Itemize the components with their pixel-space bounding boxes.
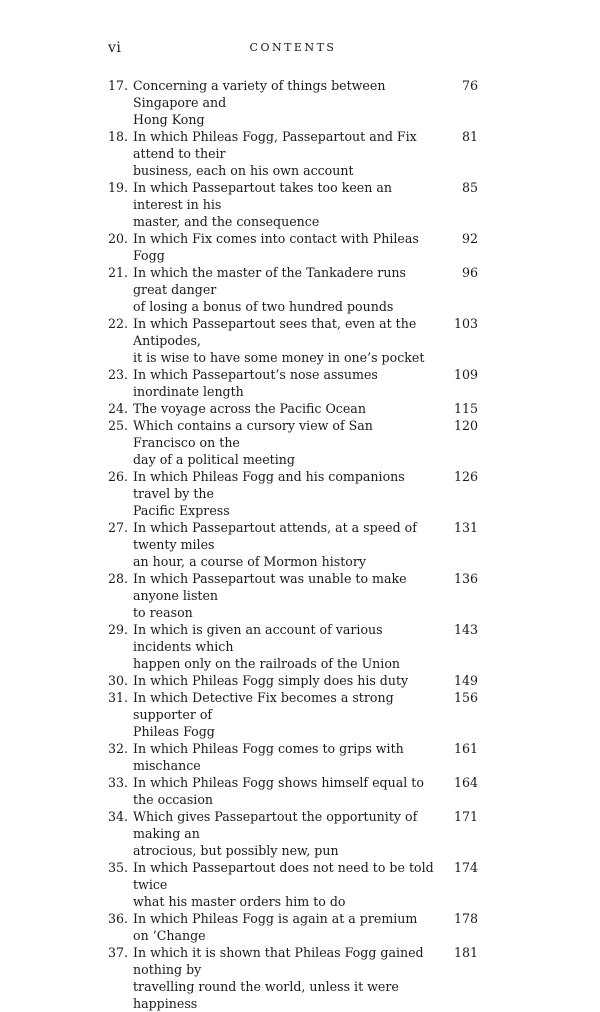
chapter-title-line: day of a political meeting bbox=[133, 452, 295, 467]
chapter-title-line: The voyage across the Pacific Ocean bbox=[133, 401, 366, 416]
chapter-title bbox=[133, 740, 450, 774]
chapter-title-line: In which the master of the Tankadere runs great danger bbox=[133, 265, 407, 297]
chapter-title bbox=[133, 315, 450, 366]
chapter-number: 35. bbox=[108, 860, 129, 875]
page-header bbox=[108, 40, 478, 60]
toc-entry bbox=[108, 264, 478, 315]
chapter-title bbox=[133, 179, 450, 230]
page-folio: vi bbox=[108, 40, 122, 56]
chapter-title bbox=[133, 417, 450, 468]
chapter-title-line: master, and the consequence bbox=[133, 214, 320, 229]
page-number: 174 bbox=[453, 860, 478, 875]
page-number: 164 bbox=[453, 775, 478, 790]
running-head: CONTENTS bbox=[249, 41, 337, 54]
chapter-title bbox=[133, 264, 450, 315]
chapter-title-line: In which Passepartout does not need to be told twice bbox=[133, 860, 434, 892]
chapter-title-line: In which Phileas Fogg is again at a premium on ’Change bbox=[133, 911, 418, 943]
chapter-number: 20. bbox=[108, 231, 129, 246]
toc-entry bbox=[108, 179, 478, 230]
chapter-title bbox=[133, 468, 450, 519]
chapter-number: 19. bbox=[108, 180, 129, 195]
page-number: 171 bbox=[453, 809, 478, 824]
page-number: 96 bbox=[461, 265, 478, 280]
chapter-number: 32. bbox=[108, 741, 129, 756]
toc-entry bbox=[108, 468, 478, 519]
page-number: 115 bbox=[453, 401, 478, 416]
chapter-title bbox=[133, 859, 450, 910]
chapter-title-line: it is wise to have some money in one’s pocket bbox=[133, 350, 425, 365]
toc-entry bbox=[108, 808, 478, 859]
table-of-contents bbox=[108, 77, 478, 1012]
chapter-title-line: Hong Kong bbox=[133, 112, 205, 127]
chapter-title-line: In which Passepartout takes too keen an interest in his bbox=[133, 180, 392, 212]
chapter-title-line: travelling round the world, unless it were happiness bbox=[133, 979, 399, 1011]
chapter-number: 34. bbox=[108, 809, 129, 824]
chapter-title-line: In which it is shown that Phileas Fogg gained nothing by bbox=[133, 945, 424, 977]
chapter-title bbox=[133, 570, 450, 621]
chapter-title-line: In which Passepartout was unable to make anyone listen bbox=[133, 571, 407, 603]
chapter-title-line: In which Phileas Fogg and his companions travel by the bbox=[133, 469, 405, 501]
chapter-number: 22. bbox=[108, 316, 129, 331]
chapter-title bbox=[133, 774, 450, 808]
chapter-title-line: In which Passepartout attends, at a speed of twenty miles bbox=[133, 520, 417, 552]
page-number: 181 bbox=[453, 945, 478, 960]
chapter-number: 30. bbox=[108, 673, 129, 688]
toc-entry bbox=[108, 417, 478, 468]
chapter-number: 25. bbox=[108, 418, 129, 433]
page-number: 85 bbox=[461, 180, 478, 195]
toc-entry bbox=[108, 859, 478, 910]
chapter-title-line: In which is given an account of various incidents which bbox=[133, 622, 383, 654]
chapter-title-line: In which Passepartout’s nose assumes inordinate length bbox=[133, 367, 378, 399]
toc-entry bbox=[108, 366, 478, 400]
page-number: 120 bbox=[453, 418, 478, 433]
chapter-number: 37. bbox=[108, 945, 129, 960]
chapter-title-line: Which gives Passepartout the opportunity of making an bbox=[133, 809, 418, 841]
page-number: 143 bbox=[453, 622, 478, 637]
toc-entry bbox=[108, 315, 478, 366]
chapter-title-line: happen only on the railroads of the Union bbox=[133, 656, 401, 671]
chapter-number: 27. bbox=[108, 520, 129, 535]
chapter-number: 28. bbox=[108, 571, 129, 586]
page-number: 178 bbox=[453, 911, 478, 926]
page-number: 161 bbox=[453, 741, 478, 756]
toc-entry bbox=[108, 77, 478, 128]
page-number: 131 bbox=[453, 520, 478, 535]
toc-entry bbox=[108, 400, 478, 417]
chapter-title bbox=[133, 689, 450, 740]
chapter-title-line: In which Phileas Fogg shows himself equal to the occasion bbox=[133, 775, 424, 807]
chapter-title-line: In which Phileas Fogg simply does his duty bbox=[133, 673, 409, 688]
page-number: 126 bbox=[453, 469, 478, 484]
page-number: 136 bbox=[453, 571, 478, 586]
page-number: 156 bbox=[453, 690, 478, 705]
chapter-title-line: atrocious, but possibly new, pun bbox=[133, 843, 339, 858]
page-number: 92 bbox=[461, 231, 478, 246]
chapter-title bbox=[133, 77, 450, 128]
page-number: 76 bbox=[461, 78, 478, 93]
chapter-number: 33. bbox=[108, 775, 129, 790]
chapter-title-line: Phileas Fogg bbox=[133, 724, 215, 739]
chapter-title bbox=[133, 944, 450, 1012]
toc-entry bbox=[108, 128, 478, 179]
chapter-number: 17. bbox=[108, 78, 129, 93]
chapter-title-line: In which Detective Fix becomes a strong supporter of bbox=[133, 690, 394, 722]
chapter-title bbox=[133, 128, 450, 179]
chapter-title-line: Concerning a variety of things between Singapore and bbox=[133, 78, 386, 110]
toc-entry bbox=[108, 689, 478, 740]
chapter-title bbox=[133, 621, 450, 672]
chapter-title-line: Pacific Express bbox=[133, 503, 230, 518]
chapter-title bbox=[133, 366, 450, 400]
chapter-number: 29. bbox=[108, 622, 129, 637]
toc-entry bbox=[108, 774, 478, 808]
chapter-number: 24. bbox=[108, 401, 129, 416]
toc-entry bbox=[108, 570, 478, 621]
chapter-number: 26. bbox=[108, 469, 129, 484]
chapter-title-line: In which Phileas Fogg, Passepartout and Fix attend to their bbox=[133, 129, 417, 161]
chapter-title bbox=[133, 910, 450, 944]
toc-entry bbox=[108, 910, 478, 944]
page-number: 149 bbox=[453, 673, 478, 688]
toc-entry bbox=[108, 519, 478, 570]
chapter-title-line: of losing a bonus of two hundred pounds bbox=[133, 299, 394, 314]
chapter-number: 31. bbox=[108, 690, 129, 705]
chapter-title-line: an hour, a course of Mormon history bbox=[133, 554, 367, 569]
chapter-number: 23. bbox=[108, 367, 129, 382]
chapter-title-line: In which Passepartout sees that, even at the Antipodes, bbox=[133, 316, 417, 348]
chapter-title bbox=[133, 519, 450, 570]
toc-entry bbox=[108, 230, 478, 264]
toc-entry bbox=[108, 621, 478, 672]
chapter-title bbox=[133, 808, 450, 859]
chapter-title-line: what his master orders him to do bbox=[133, 894, 346, 909]
chapter-title-line: to reason bbox=[133, 605, 193, 620]
toc-entry bbox=[108, 740, 478, 774]
chapter-title-line: In which Fix comes into contact with Phileas Fogg bbox=[133, 231, 419, 263]
page-number: 109 bbox=[453, 367, 478, 382]
chapter-number: 21. bbox=[108, 265, 129, 280]
page-number: 81 bbox=[461, 129, 478, 144]
chapter-title bbox=[133, 400, 450, 417]
chapter-title-line: business, each on his own account bbox=[133, 163, 354, 178]
toc-entry bbox=[108, 672, 478, 689]
chapter-title-line: In which Phileas Fogg comes to grips with mischance bbox=[133, 741, 404, 773]
chapter-number: 18. bbox=[108, 129, 129, 144]
chapter-number: 36. bbox=[108, 911, 129, 926]
page-number: 103 bbox=[453, 316, 478, 331]
chapter-title-line: Which contains a cursory view of San Francisco on the bbox=[133, 418, 373, 450]
chapter-title bbox=[133, 230, 450, 264]
toc-entry bbox=[108, 944, 478, 1012]
chapter-title bbox=[133, 672, 450, 689]
